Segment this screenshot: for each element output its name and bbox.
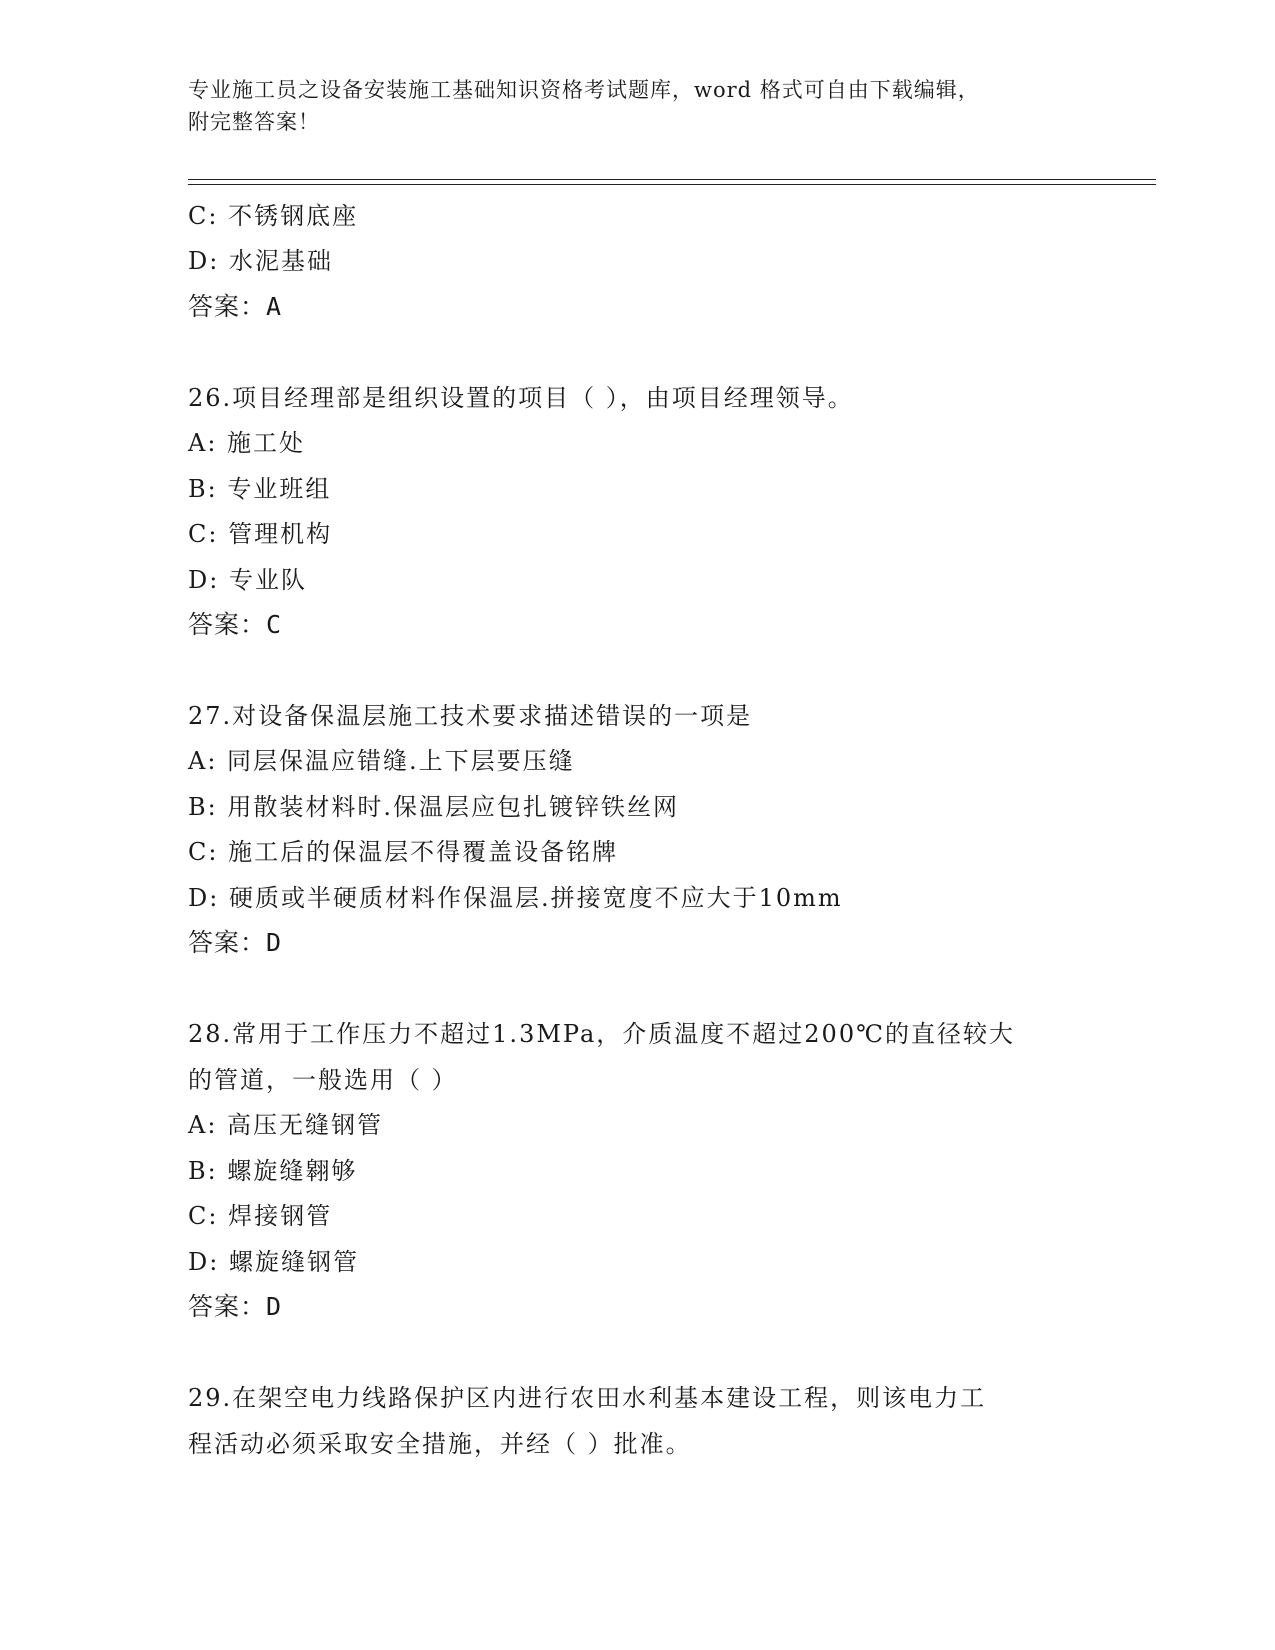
option-line: C: 焊接钢管 xyxy=(188,1202,333,1230)
option-line: A: 同层保温应错缝.上下层要压缝 xyxy=(188,747,575,775)
option-line: C: 施工后的保温层不得覆盖设备铭牌 xyxy=(188,838,619,866)
question-text: 27.对设备保温层施工技术要求描述错误的一项是 xyxy=(188,702,753,730)
header-divider xyxy=(188,179,1156,180)
question-text: 28.常用于工作压力不超过1.3MPa，介质温度不超过200℃的直径较大 xyxy=(188,1020,1015,1048)
option-line: D: 螺旋缝钢管 xyxy=(188,1248,359,1276)
question-text: 程活动必须采取安全措施，并经（ ）批准。 xyxy=(188,1430,692,1458)
option-line: C: 不锈钢底座 xyxy=(188,202,359,230)
header-divider xyxy=(188,184,1156,185)
option-line: B: 用散装材料时.保温层应包扎镀锌铁丝网 xyxy=(188,793,679,821)
option-line: B: 螺旋缝翱够 xyxy=(188,1157,358,1185)
option-line: D: 水泥基础 xyxy=(188,247,333,275)
question-text: 29.在架空电力线路保护区内进行农田水利基本建设工程，则该电力工 xyxy=(188,1384,987,1412)
option-line: C: 管理机构 xyxy=(188,520,333,548)
question-text: 26.项目经理部是组织设置的项目（ ），由项目经理领导。 xyxy=(188,384,854,412)
answer-line: 答案：C xyxy=(188,610,283,639)
answer-line: 答案：A xyxy=(188,292,283,321)
answer-line: 答案：D xyxy=(188,928,283,957)
document-header: 专业施工员之设备安装施工基础知识资格考试题库，word 格式可自由下载编辑， 附完整答案！ xyxy=(188,78,980,134)
option-line: B: 专业班组 xyxy=(188,475,332,503)
option-line: A: 高压无缝钢管 xyxy=(188,1111,384,1139)
question-text: 的管道，一般选用（ ） xyxy=(188,1066,458,1094)
option-line: A: 施工处 xyxy=(188,429,306,457)
option-line: D: 硬质或半硬质材料作保温层.拼接宽度不应大于10mm xyxy=(188,884,843,912)
option-line: D: 专业队 xyxy=(188,566,307,594)
answer-line: 答案：D xyxy=(188,1292,283,1321)
